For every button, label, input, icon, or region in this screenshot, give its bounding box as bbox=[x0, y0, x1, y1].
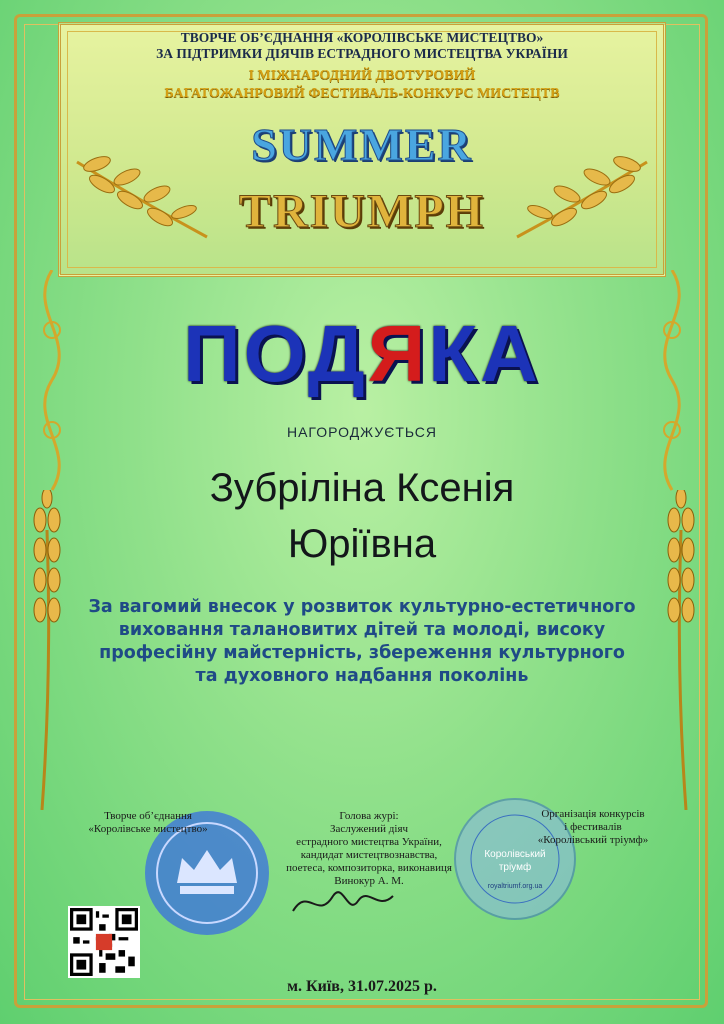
festival-line-1: І МІЖНАРОДНИЙ ДВОТУРОВИЙ bbox=[248, 68, 476, 83]
organizer-line: ТВОРЧЕ ОБ’ЄДНАННЯ «КОРОЛІВСЬКЕ МИСТЕЦТВО» bbox=[180, 30, 544, 45]
support-line: ЗА ПІДТРИМКИ ДІЯЧІВ ЕСТРАДНОГО МИСТЕЦТВА УКРАЇНИ bbox=[156, 46, 568, 61]
seal-label-2: тріумф bbox=[498, 862, 532, 873]
qr-code-icon[interactable] bbox=[68, 906, 140, 978]
festival-line-2: БАГАТОЖАНРОВИЙ ФЕСТИВАЛЬ-КОНКУРС МИСТЕЦТВ bbox=[164, 86, 560, 101]
signature-center bbox=[262, 810, 476, 888]
sig-left-line: Творче об’єднання bbox=[104, 810, 192, 822]
sig-right-line: і фестивалів bbox=[564, 821, 622, 833]
citation-line: та духовного надбання поколінь bbox=[195, 666, 529, 686]
sig-center-line: Винокур А. М. bbox=[334, 875, 404, 887]
title-part-before: ПОД bbox=[183, 309, 368, 398]
sig-center-line: Голова журі: bbox=[339, 810, 399, 822]
sig-center-line: кандидат мистецтвознавства, bbox=[300, 849, 438, 861]
awarded-label: НАГОРОДЖУЄТЬСЯ bbox=[286, 424, 438, 440]
title-part-after: КА bbox=[428, 309, 541, 398]
sig-right-line: Організація конкурсів bbox=[541, 808, 645, 820]
seal-url: royaltriumf.org.ua bbox=[487, 883, 543, 890]
citation-line: професійну майстерність, збереження культурного bbox=[99, 643, 625, 663]
citation-line: виховання талановитих дітей та молоді, високу bbox=[118, 620, 606, 640]
signature-left bbox=[68, 810, 228, 836]
title-accent-letter: Я bbox=[367, 309, 429, 398]
brand-triumph: TRIUMPH bbox=[239, 185, 485, 238]
sig-left-line: «Королівське мистецтво» bbox=[88, 823, 208, 835]
recipient-name-line-2: Юріївна bbox=[287, 522, 437, 566]
sig-center-line: поетеса, композиторка, виконавиця bbox=[286, 862, 452, 874]
citation-line: За вагомий внесок у розвиток культурно-естетичного bbox=[88, 597, 636, 617]
citation-text bbox=[60, 596, 664, 688]
seal-label-1: Королівський bbox=[484, 849, 546, 860]
recipient-name-line-1: Зубріліна Ксенія bbox=[209, 466, 515, 510]
certificate-title bbox=[0, 308, 724, 400]
sig-right-line: «Королівський тріумф» bbox=[537, 834, 649, 846]
sig-center-line: Заслужений діяч bbox=[329, 823, 409, 835]
issue-date: м. Київ, 31.07.2025 р. bbox=[287, 978, 437, 995]
brand-summer: SUMMER bbox=[251, 119, 473, 170]
signature-right bbox=[508, 808, 678, 847]
sig-center-line: естрадного мистецтва України, bbox=[296, 836, 442, 848]
